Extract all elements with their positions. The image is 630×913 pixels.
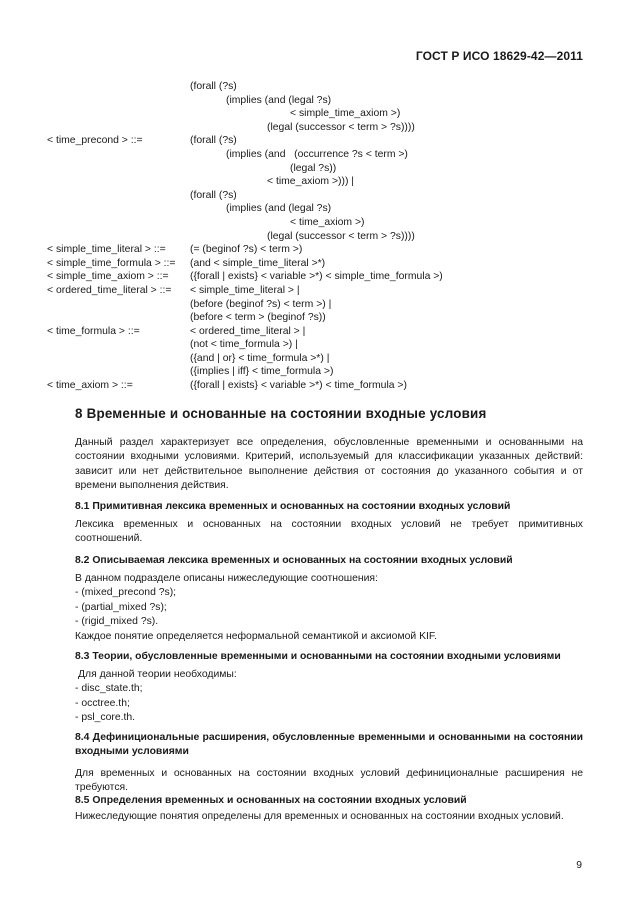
grammar-line — [47, 311, 587, 325]
grammar-production: (legal (successor < term > ?s)))) — [267, 121, 415, 133]
theory-item: - disc_state.th; — [75, 683, 143, 695]
grammar-production: (implies (and (legal ?s) — [226, 203, 332, 215]
grammar-line — [47, 216, 587, 230]
grammar-production: ({forall | exists} < variable >*) < time_formula >) — [190, 380, 407, 392]
grammar-production: (legal (successor < term > ?s)))) — [267, 230, 415, 242]
grammar-nonterminal: < time_formula > ::= — [47, 325, 140, 337]
subsection-8-3-body — [75, 668, 583, 726]
grammar-nonterminal: < simple_time_formula > ::= — [47, 257, 176, 269]
section-8-intro-text: Данный раздел характеризует все определения, обусловленные временными и основанными на состоянии входными условиями. Критерий, используемый для классификации указанных действий: зависит или нет действительное выполнение действия от состояния до указанного события и от времени выполнения действия. — [75, 437, 583, 492]
grammar-nonterminal: < time_precond > ::= — [47, 135, 143, 147]
grammar-production: (before < term > (beginof ?s)) — [190, 312, 326, 324]
grammar-production: < time_axiom >) — [290, 216, 365, 228]
grammar-line — [47, 189, 587, 203]
subsection-8-1-text: Лексика временных и основанных на состоянии входных условий не требует примитивных соотношений. — [75, 519, 583, 545]
grammar-production: < time_axiom >))) | — [267, 176, 355, 188]
grammar-line — [47, 257, 587, 271]
grammar-production: (implies (and (occurrence ?s < term >) — [226, 148, 408, 160]
relation-item: - (rigid_mixed ?s). — [75, 616, 159, 628]
subsection-8-3-lead: Для данной теории необходимы: — [78, 669, 237, 680]
grammar-production: (= (beginof ?s) < term >) — [190, 244, 303, 256]
subsection-8-2-title: 8.2 Описываемая лексика временных и основанных на состоянии входных условий — [75, 555, 513, 566]
grammar-line — [47, 243, 587, 257]
grammar-production: (forall (?s) — [190, 81, 237, 92]
grammar-block — [47, 80, 587, 393]
grammar-line — [47, 80, 587, 94]
section-8-intro — [75, 436, 583, 494]
grammar-nonterminal: < simple_time_literal > ::= — [47, 244, 166, 256]
subsection-8-4-title: 8.4 Дефинициональные расширения, обусловленные временными и основанными на состоянии входными условиями — [75, 732, 583, 758]
grammar-line — [47, 121, 587, 135]
subsection-8-2-body — [75, 572, 583, 644]
grammar-production: ({implies | iff} < time_formula >) — [190, 366, 334, 378]
grammar-line — [47, 202, 587, 216]
grammar-production: ({forall | exists} < variable >*) < simple_time_formula >) — [190, 271, 443, 283]
grammar-production: ({and | or} < time_formula >*) | — [190, 352, 330, 364]
grammar-production: (before (beginof ?s) < term >) | — [190, 298, 332, 310]
subsection-8-1-title: 8.1 Примитивная лексика временных и основанных на состоянии входных условий — [75, 501, 511, 512]
grammar-production: < ordered_time_literal > | — [190, 325, 306, 337]
subsection-8-2-lead: В данном подразделе описаны нижеследующие соотношения: — [75, 573, 378, 584]
grammar-line — [47, 338, 587, 352]
grammar-production: (implies (and (legal ?s) — [226, 94, 332, 106]
grammar-line — [47, 325, 587, 339]
theory-item: - occtree.th; — [75, 697, 130, 709]
grammar-nonterminal: < simple_time_axiom > ::= — [47, 271, 169, 283]
grammar-line — [47, 298, 587, 312]
grammar-line — [47, 134, 587, 148]
grammar-production: < simple_time_axiom >) — [290, 108, 401, 120]
grammar-production: (legal ?s)) — [290, 162, 337, 174]
grammar-line — [47, 284, 587, 298]
grammar-line — [47, 107, 587, 121]
subsection-8-4-text: Для временных и основанных на состоянии входных условий дефиниционалные расширения не требуются. — [75, 768, 583, 794]
grammar-production: (forall (?s) — [190, 189, 237, 201]
theory-item: - psl_core.th. — [75, 712, 136, 724]
grammar-line — [47, 175, 587, 189]
grammar-line — [47, 365, 587, 379]
grammar-line — [47, 148, 587, 162]
grammar-line — [47, 270, 587, 284]
grammar-line — [47, 162, 587, 176]
subsection-8-3-title: 8.3 Теории, обусловленные временными и основанными на состоянии входными условиями — [75, 651, 561, 662]
page-number: 9 — [576, 860, 582, 871]
grammar-line — [47, 230, 587, 244]
standard-id-header: ГОСТ Р ИСО 18629-42—2011 — [415, 49, 583, 63]
grammar-production: (and < simple_time_literal >*) — [190, 257, 326, 269]
grammar-line — [47, 94, 587, 108]
grammar-production: < simple_time_literal > | — [190, 284, 300, 296]
relation-item: - (partial_mixed ?s); — [75, 601, 167, 613]
grammar-production: (not < time_formula >) | — [190, 339, 298, 351]
relation-item: - (mixed_precond ?s); — [75, 587, 177, 599]
grammar-production: (forall (?s) — [190, 135, 237, 147]
section-8-title: 8 Временные и основанные на состоянии входные условия — [75, 406, 487, 421]
subsection-8-5-text: Нижеследующие понятия определены для временных и основанных на состоянии входных условий. — [75, 811, 564, 822]
grammar-nonterminal: < ordered_time_literal > ::= — [47, 284, 172, 296]
grammar-nonterminal: < time_axiom > ::= — [47, 380, 133, 392]
grammar-line — [47, 352, 587, 366]
subsection-8-2-tail: Каждое понятие определяется неформальной семантикой и аксиомой KIF. — [75, 630, 437, 642]
subsection-8-5-title: 8.5 Определения временных и основанных на состоянии входных условий — [75, 795, 467, 806]
grammar-line — [47, 379, 587, 393]
